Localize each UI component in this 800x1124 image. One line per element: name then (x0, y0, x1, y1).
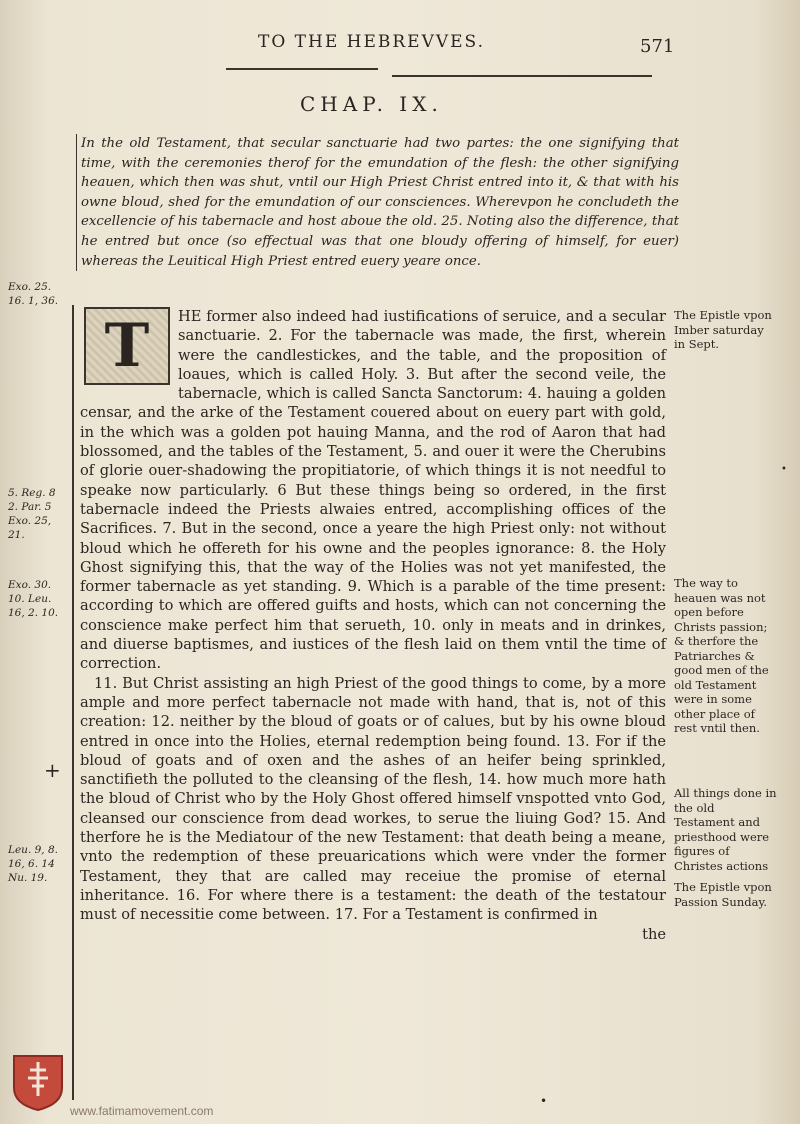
margin-note: The way to heauen was not open before Christs passion; & therfore the Patriarches & good men of the old Testament were in some other place of rest vntil then. (674, 576, 769, 735)
scripture-text (80, 307, 666, 944)
left-margin-rule (72, 305, 74, 1100)
header-rule-right (392, 75, 652, 77)
drop-cap-initial: T (84, 307, 170, 385)
left-gloss: Exo. 25. 16. 1, 36. (8, 281, 59, 307)
margin-note: The Epistle vpon Imber saturday in Sept. (674, 308, 772, 351)
page-number: 571 (640, 36, 675, 57)
left-gloss: Exo. 30. 10. Leu. 16, 2. 10. (8, 579, 59, 619)
running-title: TO THE HEBREVVES. (258, 32, 486, 52)
chapter-title: CHAP. IX. (300, 92, 443, 116)
margin-dot: • (540, 1094, 548, 1108)
left-gloss: Leu. 9, 8. 16, 6. 14 Nu. 19. (8, 844, 58, 884)
header-rule-left (226, 68, 378, 70)
margin-dot: • (781, 464, 787, 475)
verse-paragraph: HE former also indeed had iustifications of seruice, and a secular sanctuarie. 2. For the tabernacle was made, the first, wherein were the candlestickes, and the table, and the proposition of loaues, which is called Holy. 3. But after the second veile, the tabernacle, which is called Sancta Sanctorum: 4. hauing a golden censar, and the arke of the Testament couered about on euery part with gold, in the which was a golden pot hauing Manna, and the rod of Aaron that had blossomed, and the tables of the Testament, 5. and ouer it were the Cherubins of glorie ouer-shadowing the propitiatorie, of which things it is not needful to speake now particularly. 6 But these things being so ordered, in the first tabernacle indeed the Priests alwaies entred, accomplishing offices of the Sacrifices. 7. But in the second, once a yeare the high Priest only: not without bloud which he offereth for his owne and the peoples ignorance: 8. the Holy Ghost signifying this, that the way of the Holies was not yet manifested, the former tabernacle as yet standing. 9. Which is a parable of the time present: according to which are offered guifts and hosts, which can not concerning the conscience make perfect him that serueth, 10. only in meats and in drinkes, and diuerse baptismes, and iustices of the flesh laid on them vntil the time of correction. (80, 308, 666, 673)
papal-seal-icon (10, 1052, 66, 1112)
verse-paragraph: 11. But Christ assisting an high Priest of the good things to come, by a more ample and more perfect tabernacle not made with hand, that is, not of this creation: 12. neither by the bloud of goats or of calues, but by his owne bloud entred in once into the Holies, eternal redemption being found. 13. For if the bloud of goats and of oxen and the ashes of an heifer being sprinkled, sanctifieth the polluted to the cleansing of the flesh, 14. how much more hath the bloud of Christ who by the Holy Ghost offered himself vnspotted vnto God, cleansed our conscience from dead workes, to serue the liuing God? 15. And therfore he is the Mediatour of the new Testament: that death being a meane, vnto the redemption of these preuarications which were vnder the former Testament, they that are called may receiue the promise of eternal inheritance. 16. For where there is a testament: the death of the testatour must of necessitie come between. 17. For a Testament is confirmed in (80, 674, 666, 924)
catchword: the (642, 925, 666, 943)
margin-note: The Epistle vpon Passion Sunday. (674, 880, 772, 909)
cross-mark: + (44, 758, 61, 782)
chapter-argument: In the old Testament, that secular sanctuarie had two partes: the one signifying that time, with the ceremonies therof for the emundation of the flesh: the other signifying heauen, which then was shut, vntil our High Priest Christ entred into it, & that with his owne bloud, shed for the emundation of our consciences. Wherevpon he concludeth the excellencie of his tabernacle and host aboue the old. 25. Noting also the difference, that he entred but once (so effectual was that one bloudy offering of himself, for euer) whereas the Leuitical High Priest entred euery yeare once. (76, 134, 679, 271)
margin-note: All things done in the old Testament and priesthood were figures of Christes actions (674, 786, 777, 873)
left-gloss: 5. Reg. 8 2. Par. 5 Exo. 25, 21. (8, 487, 56, 541)
watermark: www.fatimamovement.com (70, 1104, 214, 1118)
page-header (0, 30, 800, 58)
